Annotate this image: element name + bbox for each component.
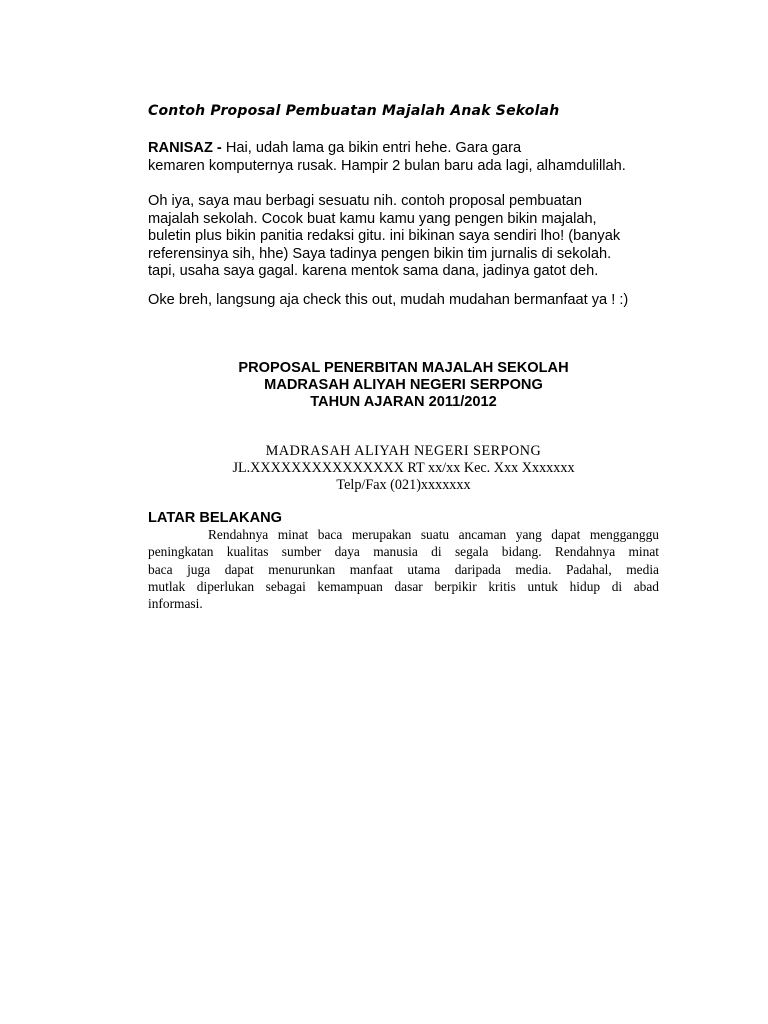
intro-line-2: kemaren komputernya rusak. Hampir 2 bulan baru ada lagi, alhamdulillah. (148, 157, 626, 174)
intro-line-1 (148, 140, 668, 158)
body-line: mutlak diperlukan sebagai kemampuan dasar berpikir kritis untuk hidup di abad (148, 578, 659, 594)
intro-text-1: Hai, udah lama ga bikin entri hehe. Gara gara (221, 140, 522, 156)
author-name: RANISAZ - (148, 140, 222, 156)
school-address (148, 443, 659, 494)
school-name: MADRASAH ALIYAH NEGERI SERPONG (265, 443, 542, 459)
section-title: LATAR BELAKANG (148, 510, 283, 526)
proposal-heading-line: TAHUN AJARAN 2011/2012 (310, 394, 497, 411)
paragraph-2-line: buletin plus bikin panitia redaksi gitu. ini bikinan saya sendiri lho! (banyak (148, 228, 621, 244)
proposal-heading (148, 360, 659, 412)
school-street: JL.XXXXXXXXXXXXXXX RT xx/xx Kec. Xxx Xxxxxxx (232, 460, 575, 476)
paragraph-2-line: tapi, usaha saya gagal. karena mentok sama dana, jadinya gatot deh. (148, 263, 599, 279)
proposal-heading-line: PROPOSAL PENERBITAN MAJALAH SEKOLAH (238, 360, 569, 376)
document-title: Contoh Proposal Pembuatan Majalah Anak Sekolah (148, 103, 560, 119)
body-line: Rendahnya minat baca merupakan suatu ancaman yang dapat mengganggu (208, 527, 659, 542)
body-line: baca juga dapat menurunkan manfaat utama daripada media. Padahal, media (148, 561, 659, 577)
paragraph-2-line: Oh iya, saya mau berbagi sesuatu nih. contoh proposal pembuatan (148, 193, 583, 209)
paragraph-3: Oke breh, langsung aja check this out, mudah mudahan bermanfaat ya ! :) (148, 292, 629, 308)
paragraph-2-line: referensinya sih, hhe) Saya tadinya pengen bikin tim jurnalis di sekolah. (148, 245, 612, 262)
proposal-heading-line: MADRASAH ALIYAH NEGERI SERPONG (264, 377, 543, 394)
intro-paragraph (148, 140, 668, 175)
body-line: informasi. (148, 596, 203, 612)
school-phone: Telp/Fax (021)xxxxxxx (336, 477, 471, 493)
paragraph-2 (148, 193, 668, 281)
section-body (148, 526, 659, 612)
paragraph-2-line: majalah sekolah. Cocok buat kamu kamu yang pengen bikin majalah, (148, 210, 597, 227)
body-line: peningkatan kualitas sumber daya manusia di segala bidang. Rendahnya minat (148, 544, 659, 560)
